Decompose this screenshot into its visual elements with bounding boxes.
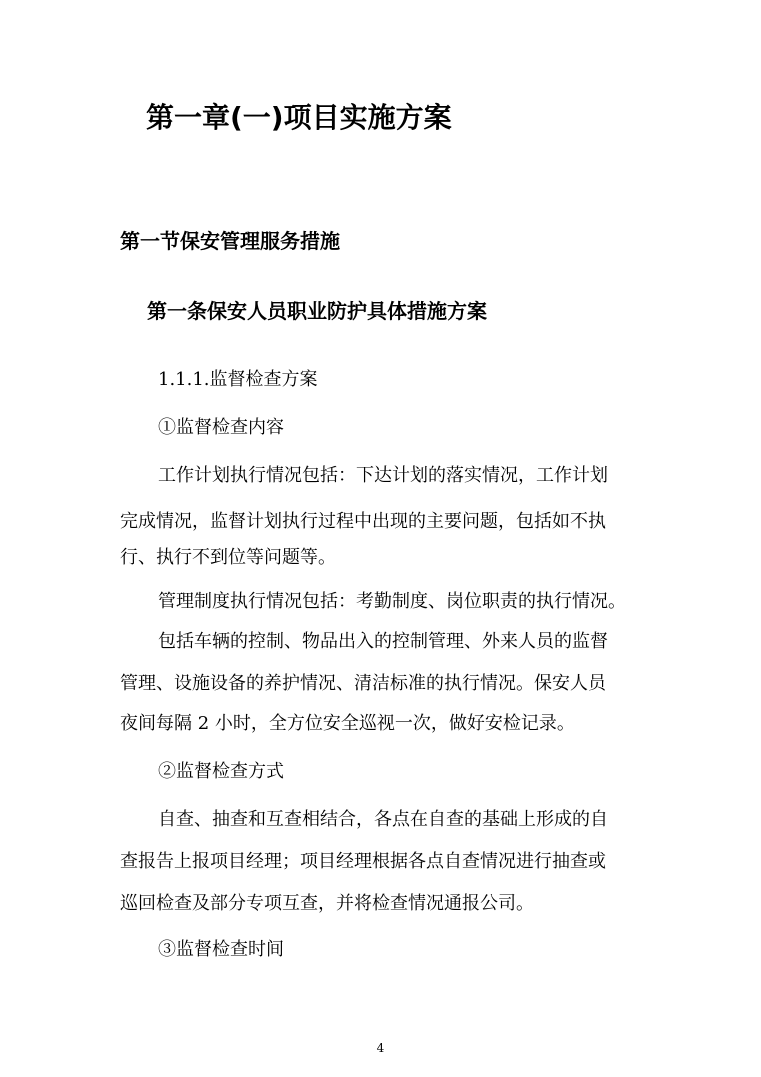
item1-heading: ①监督检查内容 [158,417,284,438]
paragraph-line: 查报告上报项目经理；项目经理根据各点自查情况进行抽查或 [120,851,606,872]
article-title: 第一条保安人员职业防护具体措施方案 [147,299,487,323]
paragraph-line: 管理制度执行情况包括：考勤制度、岗位职责的执行情况。 [158,591,626,612]
paragraph-line: 夜间每隔 2 小时，全方位安全巡视一次，做好安检记录。 [120,713,575,734]
item3-heading: ③监督检查时间 [158,939,284,960]
page-number: 4 [376,1041,385,1055]
item2-heading: ②监督检查方式 [158,761,284,782]
paragraph-line: 自查、抽查和互查相结合，各点在自查的基础上形成的自 [158,809,608,830]
paragraph-line: 管理、设施设备的养护情况、清洁标准的执行情况。保安人员 [120,673,606,694]
paragraph-line: 工作计划执行情况包括：下达计划的落实情况，工作计划 [158,465,608,486]
section-title: 第一节保安管理服务措施 [120,229,340,253]
paragraph-line: 巡回检查及部分专项互查，并将检查情况通报公司。 [120,893,534,914]
paragraph-line: 完成情况，监督计划执行过程中出现的主要问题，包括如不执 [120,511,606,532]
paragraph-line: 包括车辆的控制、物品出入的控制管理、外来人员的监督 [158,631,608,652]
chapter-title: 第一章(一)项目实施方案 [146,101,452,134]
paragraph-line: 行、执行不到位等问题等。 [120,547,336,568]
subsection-title: 1.1.1.监督检查方案 [158,369,318,390]
